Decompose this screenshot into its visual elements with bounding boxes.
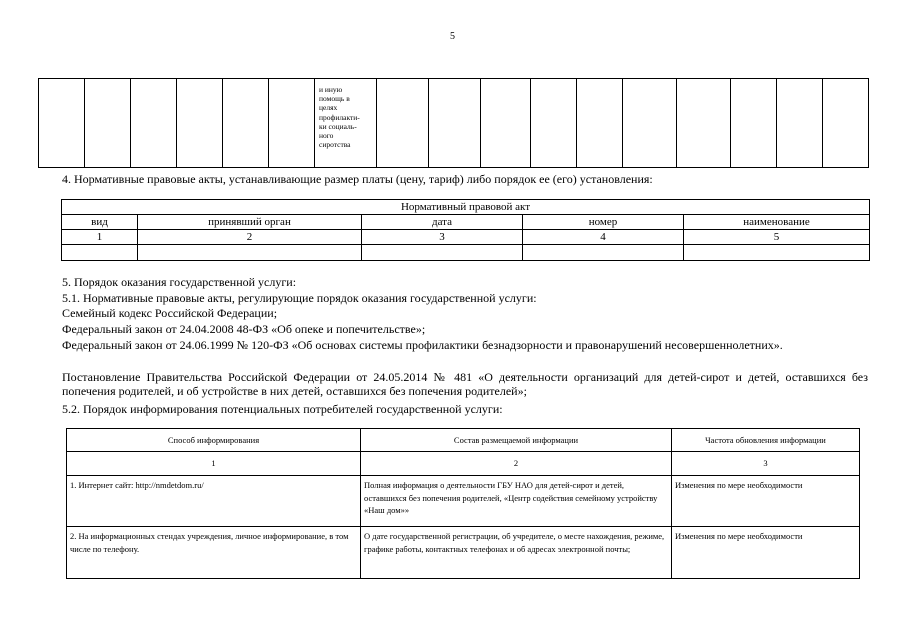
table-row [67,476,860,527]
column-number: 1 [67,452,361,476]
table-cell [677,79,731,168]
table-cell [62,245,138,261]
act-line: Федеральный закон от 24.06.1999 № 120-ФЗ «Об основах системы профилактики безнадзорности и правонарушений несовершеннолетних». [62,338,783,352]
act-line: Федеральный закон от 24.04.2008 48-ФЗ «Об опеке и попечительстве»; [62,322,426,336]
column-number: 3 [672,452,860,476]
cell-line: целях [319,103,338,113]
frequency-cell: Изменения по мере необходимости [672,527,860,579]
informing-table [66,428,860,579]
cell-line: сиротства [319,140,351,150]
column-number: 2 [361,452,672,476]
section5-heading: 5. Порядок оказания государственной услуги: [62,275,297,289]
content-cell: Полная информация о деятельности ГБУ НАО для детей-сирот и детей, оставшихся без попечения родителей, «Центр содействия семейному устройству «Наш дом»» [361,476,672,527]
cell-line: помощь в [319,94,350,104]
column-number: 3 [362,230,523,245]
table-cell [531,79,577,168]
method-cell: 2. На информационных стендах учреждения, личное информирование, в том числе по телефону. [67,527,361,579]
continuation-cell [315,79,377,168]
table-cell [523,245,684,261]
table-cell [85,79,131,168]
column-header: Частота обновления информации [672,429,860,452]
column-header: номер [523,215,684,230]
column-header: Способ информирования [67,429,361,452]
column-number: 2 [138,230,362,245]
table-cell [131,79,177,168]
continuation-table [38,78,869,168]
section4-heading: 4. Нормативные правовые акты, устанавливающие размер платы (цену, тариф) либо порядок ее (его) установления: [62,172,653,186]
table-cell [177,79,223,168]
table-cell [362,245,523,261]
column-header: вид [62,215,138,230]
column-header: наименование [684,215,870,230]
content-cell: О дате государственной регистрации, об учредителе, о месте нахождения, режиме, графике работы, контактных телефонах и об адресах электронной почты; [361,527,672,579]
table-cell [823,79,869,168]
column-number: 4 [523,230,684,245]
act-line: Постановление Правительства Российской Федерации от 24.05.2014 № 481 «О деятельности организаций для детей-сирот и детей, оставшихся без попечения родителей, и об устройстве в них детей, оставшихся без попечения родителей»; [62,370,868,398]
column-number: 1 [62,230,138,245]
table-cell [429,79,481,168]
table-title: Нормативный правовой акт [62,200,870,215]
normative-act-table [61,199,870,261]
table-row [67,527,860,579]
column-header: Состав размещаемой информации [361,429,672,452]
table-cell [39,79,85,168]
section5-2-heading: 5.2. Порядок информирования потенциальных потребителей государственной услуги: [62,402,503,416]
table-cell [623,79,677,168]
table-cell [684,245,870,261]
table-cell [138,245,362,261]
cell-line: ки социаль- [319,121,357,131]
column-number: 5 [684,230,870,245]
page-number: 5 [450,31,455,42]
table-cell [731,79,777,168]
section5-1-heading: 5.1. Нормативные правовые акты, регулирующие порядок оказания государственной услуги: [62,291,537,305]
table-cell [777,79,823,168]
frequency-cell: Изменения по мере необходимости [672,476,860,527]
table-cell [269,79,315,168]
method-cell: 1. Интернет сайт: http://nmdetdom.ru/ [67,476,361,527]
act-line: Семейный кодекс Российской Федерации; [62,306,278,320]
cell-line: и иную [319,85,343,94]
table-cell [577,79,623,168]
table-cell [223,79,269,168]
table-cell [481,79,531,168]
column-header: принявший орган [138,215,362,230]
column-header: дата [362,215,523,230]
cell-line: ного [319,131,334,141]
table-cell [377,79,429,168]
cell-line: профилакти- [319,112,360,122]
